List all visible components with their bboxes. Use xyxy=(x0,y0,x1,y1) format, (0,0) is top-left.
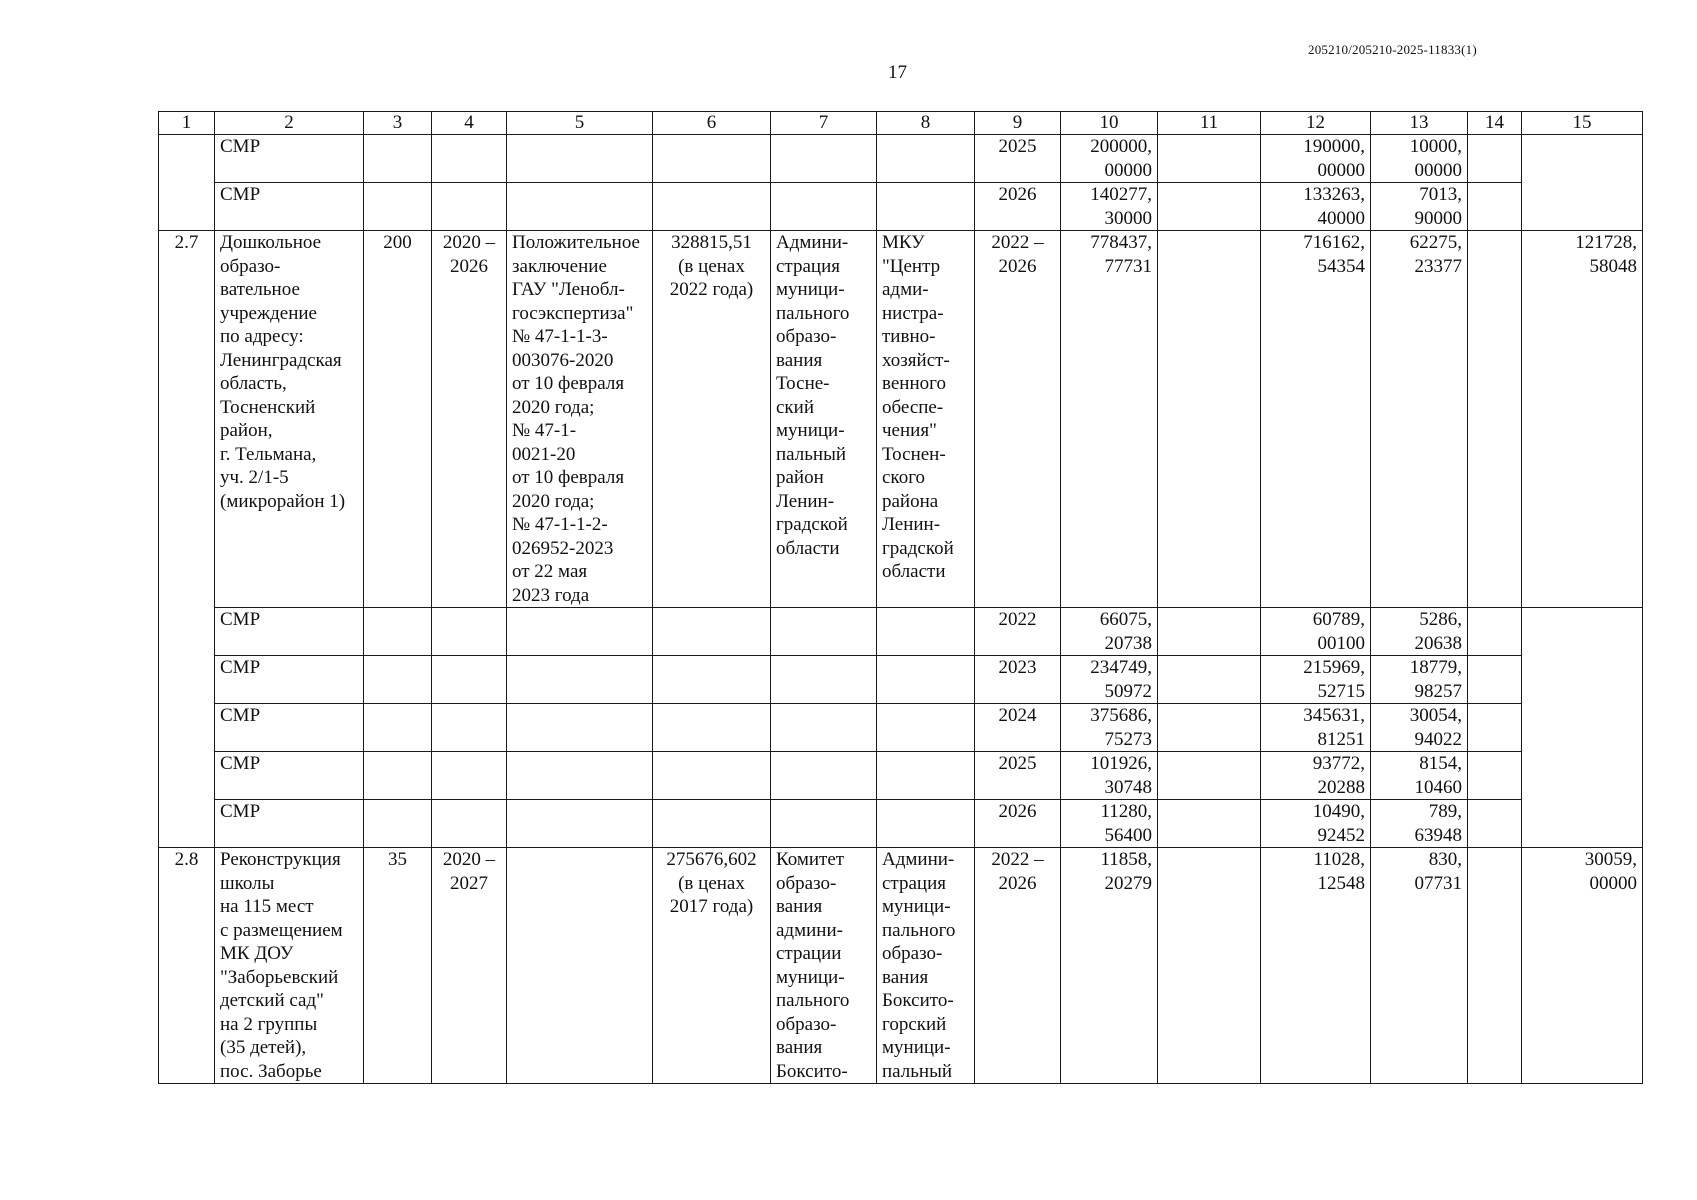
table-row xyxy=(159,608,1643,656)
regional-budget-cell: 10490, 92452 xyxy=(1261,800,1371,848)
expertise-cell: Положительное заключение ГАУ "Ленобл- госэкспертиза" № 47-1-1-3- 003076-2020 от 10 февраля 2020 года; № 47-1- 0021-20 от 10 февраля 2020 года; № 47-1-1-2- 026952-2023 от 22 мая 2023 года xyxy=(507,231,653,608)
empty-cell xyxy=(432,704,507,752)
empty-cell xyxy=(1158,656,1261,704)
empty-cell xyxy=(771,800,877,848)
col-header-14: 14 xyxy=(1468,112,1522,135)
work-type-cell: СМР xyxy=(215,752,364,800)
local-budget-cell: 10000, 00000 xyxy=(1371,135,1468,183)
empty-cell xyxy=(432,608,507,656)
year-cell: 2026 xyxy=(975,183,1061,231)
local-budget-cell: 18779, 98257 xyxy=(1371,656,1468,704)
empty-cell xyxy=(877,704,975,752)
regional-budget-cell: 133263, 40000 xyxy=(1261,183,1371,231)
work-type-cell: СМР xyxy=(215,608,364,656)
empty-cell xyxy=(771,752,877,800)
remaining-cell: 30059, 00000 xyxy=(1522,848,1643,1084)
year-cell: 2025 xyxy=(975,752,1061,800)
period-cell: 2020 – 2026 xyxy=(432,231,507,608)
empty-cell xyxy=(653,608,771,656)
total-amount-cell: 11858, 20279 xyxy=(1061,848,1158,1084)
local-budget-cell: 789, 63948 xyxy=(1371,800,1468,848)
empty-cell xyxy=(364,800,432,848)
empty-cell xyxy=(1468,704,1522,752)
regional-budget-cell: 215969, 52715 xyxy=(1261,656,1371,704)
empty-cell xyxy=(1468,231,1522,608)
local-budget-cell: 30054, 94022 xyxy=(1371,704,1468,752)
empty-cell xyxy=(432,752,507,800)
work-type-cell: СМР xyxy=(215,656,364,704)
empty-cell xyxy=(1158,800,1261,848)
col-header-11: 11 xyxy=(1158,112,1261,135)
col-header-6: 6 xyxy=(653,112,771,135)
empty-cell xyxy=(364,656,432,704)
empty-cell xyxy=(771,183,877,231)
empty-cell xyxy=(1468,608,1522,656)
empty-cell xyxy=(364,704,432,752)
table-row xyxy=(159,135,1643,183)
item-number-cell: 2.8 xyxy=(159,848,215,1084)
local-budget-cell: 62275, 23377 xyxy=(1371,231,1468,608)
year-cell: 2022 – 2026 xyxy=(975,231,1061,608)
local-budget-cell: 830, 07731 xyxy=(1371,848,1468,1084)
page-number: 17 xyxy=(888,62,907,83)
empty-cell xyxy=(507,752,653,800)
empty-cell xyxy=(507,183,653,231)
empty-cell xyxy=(1158,231,1261,608)
empty-cell xyxy=(1468,752,1522,800)
work-type-cell: СМР xyxy=(215,704,364,752)
table-row xyxy=(159,752,1643,800)
col-header-4: 4 xyxy=(432,112,507,135)
column-number-row xyxy=(159,112,1643,135)
object-name-cell: Реконструкция школы на 115 мест с размещением МК ДОУ "Заборьевский детский сад" на 2 группы (35 детей), пос. Заборье xyxy=(215,848,364,1084)
object-name-cell: Дошкольное образо- вательное учреждение по адресу: Ленинградская область, Тосненский район, г. Тельмана, уч. 2/1-5 (микрорайон 1) xyxy=(215,231,364,608)
empty-cell xyxy=(1468,848,1522,1084)
year-cell: 2025 xyxy=(975,135,1061,183)
empty-cell xyxy=(877,135,975,183)
empty-cell xyxy=(653,135,771,183)
table-row xyxy=(159,800,1643,848)
empty-cell xyxy=(1158,135,1261,183)
period-cell: 2020 – 2027 xyxy=(432,848,507,1084)
document-id: 205210/205210-2025-11833(1) xyxy=(1308,42,1477,57)
total-amount-cell: 778437, 77731 xyxy=(1061,231,1158,608)
empty-cell xyxy=(771,704,877,752)
customer-cell: Комитет образо- вания админи- страции муници- пального образо- вания Боксито- xyxy=(771,848,877,1084)
developer-cell: Админи- страция муници- пального образо- вания Боксито- горский муници- пальный xyxy=(877,848,975,1084)
total-amount-cell: 101926, 30748 xyxy=(1061,752,1158,800)
empty-cell xyxy=(432,656,507,704)
regional-budget-cell: 190000, 00000 xyxy=(1261,135,1371,183)
total-amount-cell: 11280, 56400 xyxy=(1061,800,1158,848)
empty-cell xyxy=(507,656,653,704)
remaining-cell xyxy=(1522,608,1643,848)
local-budget-cell: 5286, 20638 xyxy=(1371,608,1468,656)
empty-cell xyxy=(364,752,432,800)
year-cell: 2022 xyxy=(975,608,1061,656)
empty-cell xyxy=(653,183,771,231)
total-amount-cell: 66075, 20738 xyxy=(1061,608,1158,656)
col-header-2: 2 xyxy=(215,112,364,135)
empty-cell xyxy=(653,800,771,848)
total-amount-cell: 200000, 00000 xyxy=(1061,135,1158,183)
col-header-12: 12 xyxy=(1261,112,1371,135)
regional-budget-cell: 716162, 54354 xyxy=(1261,231,1371,608)
empty-cell xyxy=(771,656,877,704)
empty-cell xyxy=(507,800,653,848)
year-cell: 2026 xyxy=(975,800,1061,848)
total-amount-cell: 234749, 50972 xyxy=(1061,656,1158,704)
estimated-cost-cell: 328815,51 (в ценах 2022 года) xyxy=(653,231,771,608)
year-cell: 2023 xyxy=(975,656,1061,704)
empty-cell xyxy=(1158,704,1261,752)
col-header-9: 9 xyxy=(975,112,1061,135)
empty-cell xyxy=(653,704,771,752)
empty-cell xyxy=(507,135,653,183)
col-header-15: 15 xyxy=(1522,112,1643,135)
data-table xyxy=(158,111,1643,1084)
empty-cell xyxy=(771,135,877,183)
year-cell: 2022 – 2026 xyxy=(975,848,1061,1084)
empty-cell xyxy=(1468,656,1522,704)
empty-cell xyxy=(364,608,432,656)
regional-budget-cell: 93772, 20288 xyxy=(1261,752,1371,800)
item-number-cell xyxy=(159,135,215,231)
empty-cell xyxy=(653,752,771,800)
remaining-cell: 121728, 58048 xyxy=(1522,231,1643,608)
table-row xyxy=(159,231,1643,608)
empty-cell xyxy=(507,704,653,752)
empty-cell xyxy=(432,800,507,848)
table-row xyxy=(159,848,1643,1084)
empty-cell xyxy=(1468,135,1522,183)
local-budget-cell: 8154, 10460 xyxy=(1371,752,1468,800)
year-cell: 2024 xyxy=(975,704,1061,752)
empty-cell xyxy=(1468,183,1522,231)
col-header-7: 7 xyxy=(771,112,877,135)
col-header-5: 5 xyxy=(507,112,653,135)
empty-cell xyxy=(1468,800,1522,848)
work-type-cell: СМР xyxy=(215,135,364,183)
col-header-8: 8 xyxy=(877,112,975,135)
work-type-cell: СМР xyxy=(215,800,364,848)
table-row xyxy=(159,656,1643,704)
empty-cell xyxy=(1158,608,1261,656)
empty-cell xyxy=(364,183,432,231)
empty-cell xyxy=(1158,752,1261,800)
table-row xyxy=(159,183,1643,231)
empty-cell xyxy=(877,800,975,848)
empty-cell xyxy=(771,608,877,656)
local-budget-cell: 7013, 90000 xyxy=(1371,183,1468,231)
capacity-cell: 35 xyxy=(364,848,432,1084)
empty-cell xyxy=(1158,848,1261,1084)
work-type-cell: СМР xyxy=(215,183,364,231)
empty-cell xyxy=(877,183,975,231)
table-row xyxy=(159,704,1643,752)
empty-cell xyxy=(877,752,975,800)
empty-cell xyxy=(432,183,507,231)
col-header-3: 3 xyxy=(364,112,432,135)
col-header-1: 1 xyxy=(159,112,215,135)
col-header-13: 13 xyxy=(1371,112,1468,135)
empty-cell xyxy=(877,608,975,656)
empty-cell xyxy=(877,656,975,704)
developer-cell: МКУ "Центр адми- нистра- тивно- хозяйст- венного обеспе- чения" Тоснен- ского района Ленин- градской области xyxy=(877,231,975,608)
total-amount-cell: 140277, 30000 xyxy=(1061,183,1158,231)
remaining-cell xyxy=(1522,135,1643,231)
col-header-10: 10 xyxy=(1061,112,1158,135)
total-amount-cell: 375686, 75273 xyxy=(1061,704,1158,752)
customer-cell: Админи- страция муници- пального образо- вания Тосне- ский муници- пальный район Ленин- градской области xyxy=(771,231,877,608)
empty-cell xyxy=(364,135,432,183)
item-number-cell: 2.7 xyxy=(159,231,215,848)
regional-budget-cell: 60789, 00100 xyxy=(1261,608,1371,656)
empty-cell xyxy=(653,656,771,704)
regional-budget-cell: 11028, 12548 xyxy=(1261,848,1371,1084)
estimated-cost-cell: 275676,602 (в ценах 2017 года) xyxy=(653,848,771,1084)
expertise-cell xyxy=(507,848,653,1084)
empty-cell xyxy=(507,608,653,656)
capacity-cell: 200 xyxy=(364,231,432,608)
empty-cell xyxy=(1158,183,1261,231)
empty-cell xyxy=(432,135,507,183)
regional-budget-cell: 345631, 81251 xyxy=(1261,704,1371,752)
